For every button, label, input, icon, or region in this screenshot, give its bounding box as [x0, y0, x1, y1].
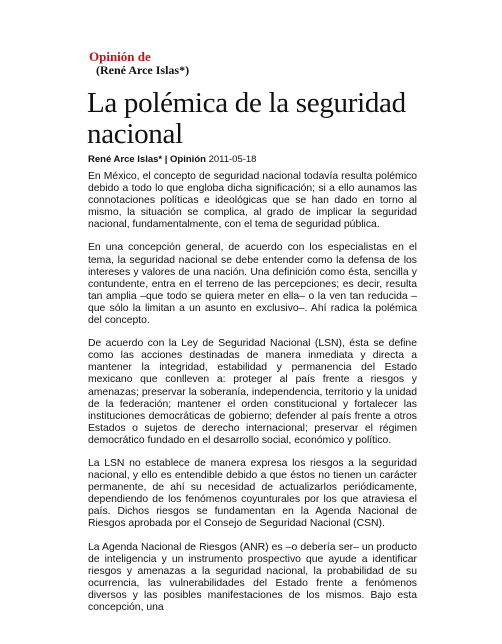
section-author: (René Arce Islas*)	[96, 63, 190, 77]
byline-author: René Arce Islas* | Opinión	[88, 154, 206, 165]
paragraph: En México, el concepto de seguridad nacional todavía resulta polémico debido a todo lo que engloba dicha significación; si a ello aunamos las connotaciones políticas e ideológicas que se han dado en torno al mismo, la situación se complica, al grado de implicar la seguridad nacional, fundamentalmente, con el tema de seguridad pública.	[88, 171, 417, 231]
paragraph: La Agenda Nacional de Riesgos (ANR) es –o debería ser– un producto de inteligencia y un instrumento prospectivo que ayude a identificar riesgos y amenazas a la seguridad nacional, la probabilidad de su ocurrencia, las vulnerabilidades del Estado frente a fenómenos diversos y las posibles manifestaciones de los mismos. Bajo esta concepción, una	[88, 541, 417, 613]
article-title: La polémica de la seguridad nacional	[87, 87, 406, 150]
paragraph: En una concepción general, de acuerdo con los especialistas en el tema, la seguridad nacional se debe entender como la defensa de los intereses y valores de una nación. Una definición como ésta, sencilla y contundente, entra en el terreno de las percepciones; es decir, resulta tan amplia –que todo se quiera meter en ella– o la ven tan reducida –que sólo la limitan a un asunto en exclusivo–. Ahí radica la polémica del concepto.	[88, 242, 417, 327]
section-label: Opinión de	[89, 49, 151, 64]
paragraph: La LSN no establece de manera expresa los riesgos a la seguridad nacional, y ello es entendible debido a que éstos no tienen un carácter permanente, de ahí su necesidad de actualizarlos periódicamente, dependiendo de los fenómenos coyunturales por los que atraviesa el país. Dichos riesgos se fundamentan en la Agenda Nacional de Riesgos aprobada por el Consejo de Seguridad Nacional (CSN).	[88, 457, 417, 530]
byline	[88, 154, 256, 166]
article-body	[88, 171, 417, 625]
paragraph: De acuerdo con la Ley de Seguridad Nacional (LSN), ésta se define como las acciones destinadas de manera inmediata y directa a mantener la integridad, estabilidad y permanencia del Estado mexicano que conlleven a: proteger al país frente a riesgos y amenazas; preservar la soberanía, independencia, territorio y la unidad de la federación; mantener el orden constitucional y fortalecer las instituciones democráticas de gobierno; defender al país frente a otros Estados o sujetos de derecho internacional; preservar el régimen democrático fundado en el desarrollo social, económico y político.	[88, 338, 417, 446]
byline-date: 2011-05-18	[208, 154, 257, 165]
